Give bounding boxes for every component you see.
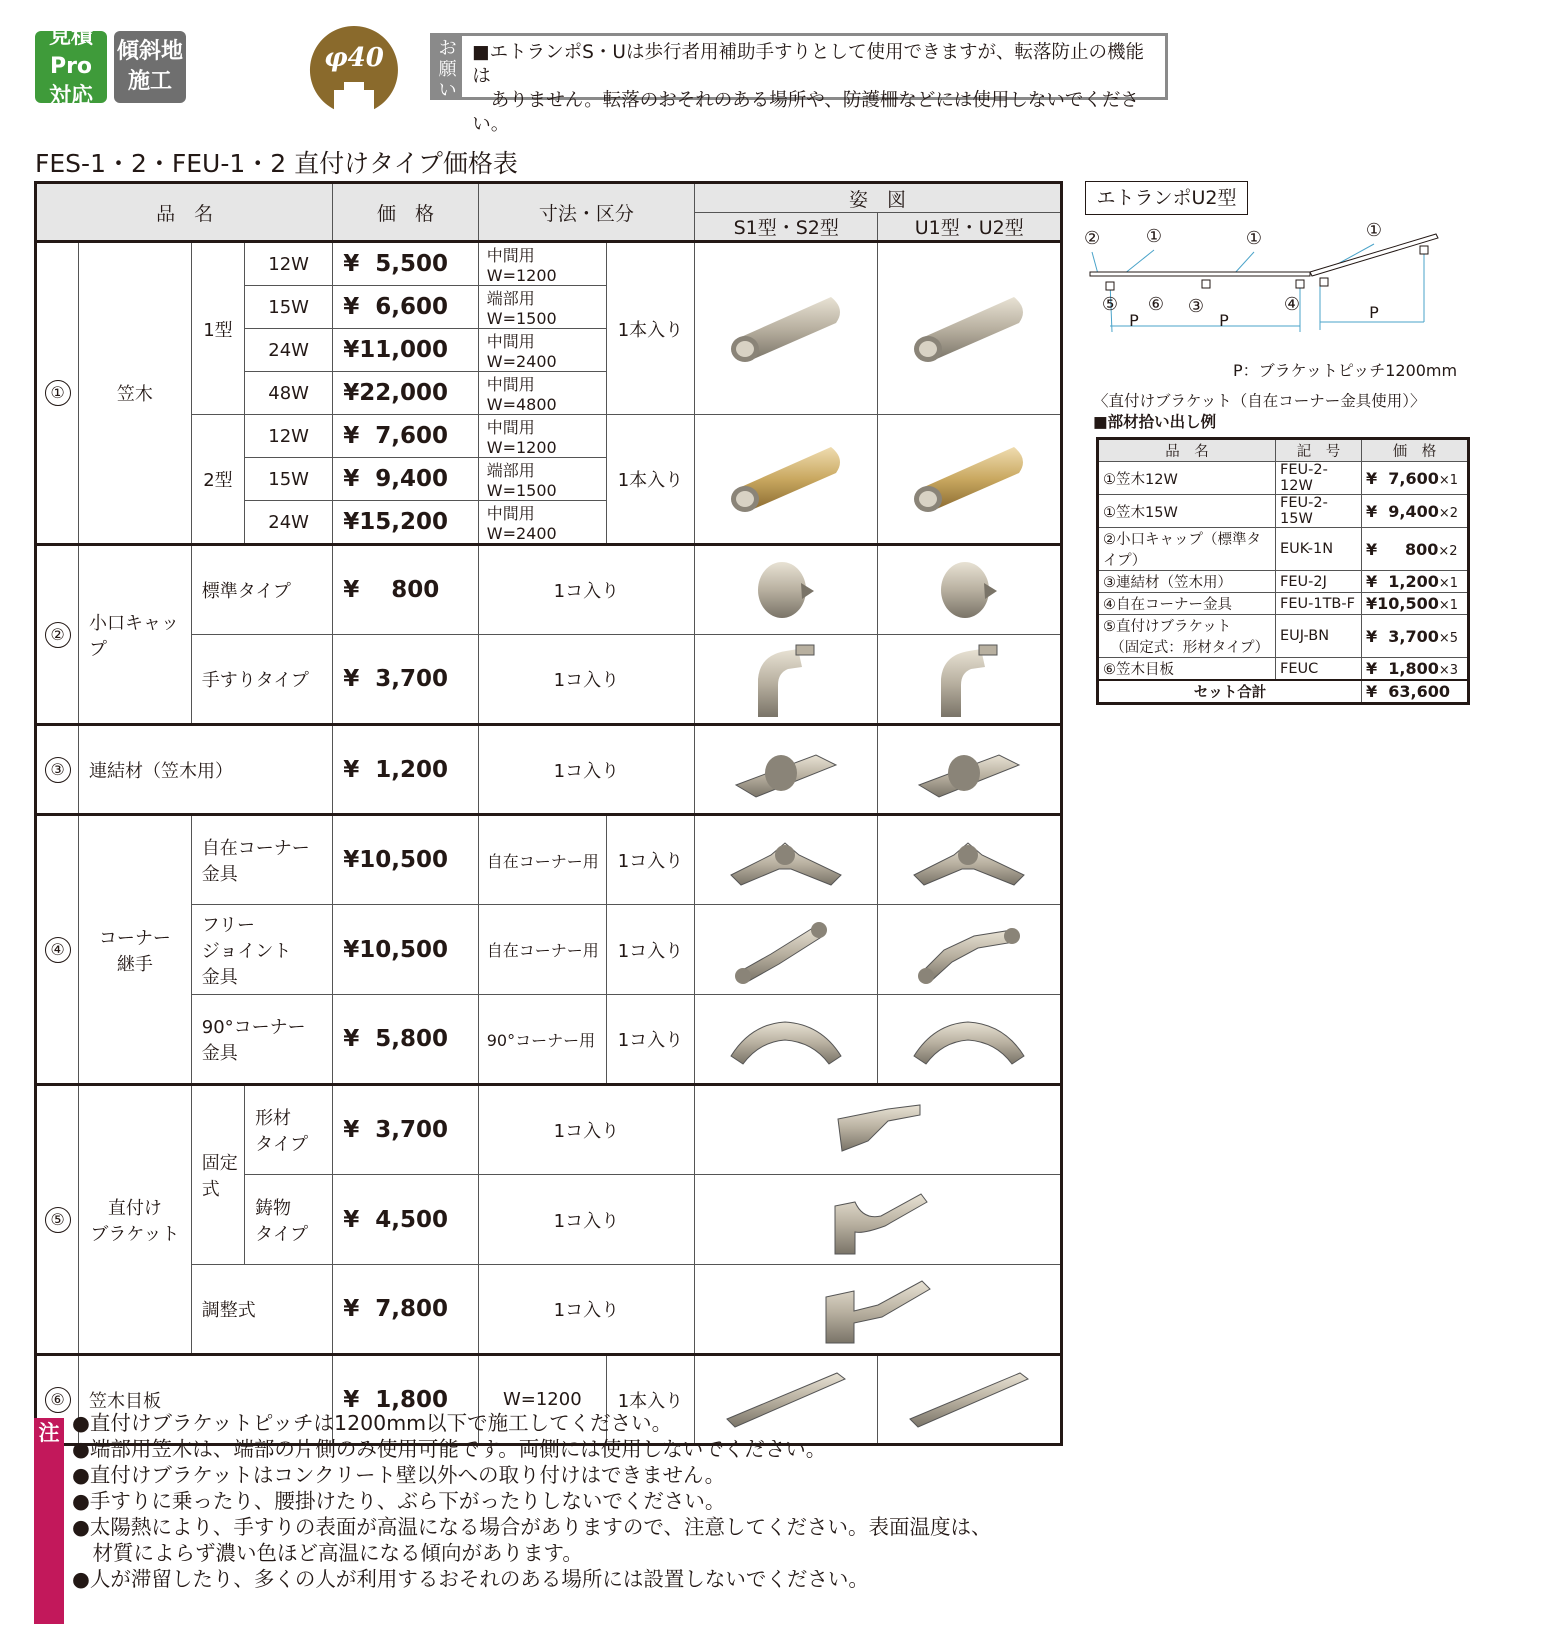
parts-header-code: 記 号 <box>1276 439 1362 462</box>
row-number: ② <box>36 545 79 725</box>
price: ¥ 7,800 <box>333 1265 479 1355</box>
row-number: ⑥ <box>36 1355 79 1445</box>
diagram-marker: ④ <box>1283 294 1301 315</box>
set-total-price: ¥ 63,600 <box>1362 680 1469 704</box>
price: ¥ 6,600 <box>333 286 479 329</box>
cap-standard-s-image <box>695 545 878 635</box>
variant-label: 標準タイプ <box>191 545 332 635</box>
width-label: 15W <box>245 286 333 329</box>
size-label: 自在コーナー用 <box>478 815 606 905</box>
price: ¥ 5,500 <box>333 242 479 286</box>
width-label: 12W <box>245 242 333 286</box>
part-code: FEU-2J <box>1276 571 1362 593</box>
part-code: EUJ-BN <box>1276 615 1362 658</box>
pack-label: 1コ入り <box>478 545 694 635</box>
diagram-marker: ① <box>1245 228 1263 249</box>
item-name-cap: 小口キャップ <box>79 545 192 725</box>
diagram-marker: ⑤ <box>1101 294 1119 315</box>
row-number: ⑤ <box>36 1085 79 1355</box>
pack-label: 1コ入り <box>606 905 694 995</box>
header-name: 品 名 <box>36 183 333 242</box>
price: ¥11,000 <box>333 329 479 372</box>
price: ¥22,000 <box>333 372 479 415</box>
width-label: 12W <box>245 415 333 458</box>
size-label: 90°コーナー用 <box>478 995 606 1085</box>
free-joint-s-image <box>695 905 878 995</box>
part-name: ⑥笠木目板 <box>1098 658 1276 681</box>
variant-label: 手すりタイプ <box>191 635 332 725</box>
width-label: 24W <box>245 329 333 372</box>
item-name-plate: 笠木目板 <box>79 1355 333 1445</box>
diagram-marker: ⑥ <box>1147 294 1165 315</box>
item-name-corner: コーナー 継手 <box>79 815 192 1085</box>
pack-label: 1本入り <box>606 415 694 545</box>
pack-label: 1コ入り <box>478 725 694 815</box>
pack-label: 1コ入り <box>478 635 694 725</box>
pitch-note: P：ブラケットピッチ1200mm <box>1233 361 1458 380</box>
pack-label: 1コ入り <box>478 1085 694 1175</box>
type-2-label: 2型 <box>191 415 244 545</box>
price: ¥ 1,800 <box>333 1355 479 1445</box>
item-name-joint: 連結材（笠木用） <box>79 725 333 815</box>
pack-label: 1コ入り <box>606 995 694 1085</box>
part-code: FEUC <box>1276 658 1362 681</box>
row-number: ① <box>36 242 79 545</box>
note-item: ●直付けブラケットピッチは1200mm以下で施工してください。 <box>72 1411 673 1435</box>
note-item: ●直付けブラケットはコンクリート壁以外への取り付けはできません。 <box>72 1463 726 1487</box>
size-label: 端部用 W=1500 <box>478 458 606 501</box>
slope-badge: 傾斜地 施工 <box>114 31 186 103</box>
pitch-marker: P <box>1369 303 1379 322</box>
page-title: FES-1・2・FEU-1・2 直付けタイプ価格表 <box>35 149 518 178</box>
note-item: ●人が滞留したり、多くの人が利用するおそれのある場所には設置しないでください。 <box>72 1567 869 1591</box>
price: ¥10,500 <box>333 815 479 905</box>
part-name: ①笠木12W <box>1098 462 1276 495</box>
part-name: ④自在コーナー金具 <box>1098 593 1276 615</box>
diagram-marker: ② <box>1084 228 1101 249</box>
parts-subtitle: 〈直付けブラケット（自在コーナー金具使用）〉 ■部材拾い出し例 <box>1093 392 1426 431</box>
part-name: ⑤直付けブラケット （固定式：形材タイプ） <box>1098 615 1276 658</box>
part-price: ¥ 1,800×3 <box>1362 658 1469 681</box>
part-code: FEU-2-12W <box>1276 462 1362 495</box>
set-total-label: セット合計 <box>1098 680 1362 704</box>
notes-tag: 注 <box>34 1418 64 1624</box>
price: ¥ 9,400 <box>333 458 479 501</box>
pack-label: 1コ入り <box>606 815 694 905</box>
parts-header-price: 価 格 <box>1362 439 1469 462</box>
header-s-type: S1型・S2型 <box>695 213 878 242</box>
size-label: 中間用 W=2400 <box>478 329 606 372</box>
joint-s-image <box>695 725 878 815</box>
part-price: ¥ 9,400×2 <box>1362 495 1469 528</box>
size-label: 中間用 W=1200 <box>478 415 606 458</box>
note-item: ●端部用笠木は、端部の片側のみ使用可能です。両側には使用しないでください。 <box>72 1437 827 1461</box>
corner-90-s-image <box>695 995 878 1085</box>
price: ¥ 4,500 <box>333 1175 479 1265</box>
price: ¥10,500 <box>333 905 479 995</box>
part-code: FEU-1TB-F <box>1276 593 1362 615</box>
diagram-marker: ① <box>1145 226 1163 247</box>
size-label: 自在コーナー用 <box>478 905 606 995</box>
bracket-cast-image <box>695 1175 1062 1265</box>
pack-label: 1コ入り <box>478 1265 694 1355</box>
variant-label: フリー ジョイント 金具 <box>191 905 332 995</box>
price: ¥15,200 <box>333 501 479 545</box>
variant-label: 鋳物 タイプ <box>245 1175 333 1265</box>
part-code: EUK-1N <box>1276 528 1362 571</box>
diameter-label: φ40 <box>324 43 384 73</box>
header-u-type: U1型・U2型 <box>878 213 1062 242</box>
part-price: ¥ 7,600×1 <box>1362 462 1469 495</box>
parts-table <box>1096 437 1470 705</box>
corner-free-s-image <box>695 815 878 905</box>
price: ¥ 5,800 <box>333 995 479 1085</box>
header-price: 価 格 <box>333 183 479 242</box>
part-code: FEU-2-15W <box>1276 495 1362 528</box>
price: ¥ 1,200 <box>333 725 479 815</box>
part-price: ¥ 800×2 <box>1362 528 1469 571</box>
row-number: ④ <box>36 815 79 1085</box>
kasagi-2-s-image <box>695 415 878 545</box>
size-label: 端部用 W=1500 <box>478 286 606 329</box>
note-item: ●手すりに乗ったり、腰掛けたり、ぶら下がったりしないでください。 <box>72 1489 726 1513</box>
price-table <box>34 181 1063 1446</box>
notes-section <box>34 1410 1024 1592</box>
part-name: ②小口キャップ（標準タイプ） <box>1098 528 1276 571</box>
size-label: 中間用 W=4800 <box>478 372 606 415</box>
pack-label: 1本入り <box>606 1355 694 1445</box>
mitsumori-pro-badge: 見積Pro 対応 <box>35 31 107 103</box>
price: ¥ 3,700 <box>333 635 479 725</box>
bracket-adjustable-image <box>695 1265 1062 1355</box>
pack-label: 1コ入り <box>478 1175 694 1265</box>
variant-label: 調整式 <box>191 1265 332 1355</box>
variant-label: 自在コーナー 金具 <box>191 815 332 905</box>
cap-handrail-s-image <box>695 635 878 725</box>
notice-box <box>430 33 1168 135</box>
kasagi-2-u-image <box>878 415 1062 545</box>
cap-handrail-u-image <box>878 635 1062 725</box>
header-size: 寸法・区分 <box>478 183 694 242</box>
fixed-label: 固定式 <box>191 1085 244 1265</box>
part-price: ¥ 1,200×1 <box>1362 571 1469 593</box>
diagram-marker: ① <box>1365 222 1383 241</box>
bracket-profile-image <box>695 1085 1062 1175</box>
size-label: 中間用 W=2400 <box>478 501 606 545</box>
part-name: ①笠木15W <box>1098 495 1276 528</box>
corner-free-u-image <box>878 815 1062 905</box>
diagram-marker: ③ <box>1187 296 1205 317</box>
pitch-marker: P <box>1219 311 1229 330</box>
part-price: ¥10,500×1 <box>1362 593 1469 615</box>
cap-standard-u-image <box>878 545 1062 635</box>
joint-u-image <box>878 725 1062 815</box>
diameter-icon <box>306 24 402 110</box>
layout-diagram <box>1084 222 1464 352</box>
size-label: W=1200 <box>478 1355 606 1445</box>
pitch-marker: P <box>1129 311 1139 330</box>
notice-text: ■エトランポS・Uは歩行者用補助手すりとして使用できますが、転落防止の機能は ありません。転落のおそれのある場所や、防護柵などには使用しないでください。 <box>472 42 1144 135</box>
pack-label: 1本入り <box>606 242 694 415</box>
price: ¥ 7,600 <box>333 415 479 458</box>
type-1-label: 1型 <box>191 242 244 415</box>
corner-90-u-image <box>878 995 1062 1085</box>
item-name-kasagi: 笠木 <box>79 242 192 545</box>
width-label: 15W <box>245 458 333 501</box>
price: ¥ 3,700 <box>333 1085 479 1175</box>
note-item: 材質によらず濃い色ほど高温になる傾向があります。 <box>72 1541 583 1565</box>
part-price: ¥ 3,700×5 <box>1362 615 1469 658</box>
diagram-label: エトランポU2型 <box>1085 181 1248 215</box>
item-name-bracket: 直付け ブラケット <box>79 1085 192 1355</box>
variant-label: 形材 タイプ <box>245 1085 333 1175</box>
row-number: ③ <box>36 725 79 815</box>
size-label: 中間用 W=1200 <box>478 242 606 286</box>
width-label: 48W <box>245 372 333 415</box>
header-figure: 姿 図 <box>695 183 1062 213</box>
free-joint-u-image <box>878 905 1062 995</box>
notice-tag: お 願 い <box>433 36 462 97</box>
kasagi-1-s-image <box>695 242 878 415</box>
parts-header-name: 品 名 <box>1098 439 1276 462</box>
width-label: 24W <box>245 501 333 545</box>
kasagi-1-u-image <box>878 242 1062 415</box>
part-name: ③連結材（笠木用） <box>1098 571 1276 593</box>
note-item: ●太陽熱により、手すりの表面が高温になる場合がありますので、注意してください。表面温度は、 <box>72 1515 992 1539</box>
variant-label: 90°コーナー 金具 <box>191 995 332 1085</box>
price: ¥ 800 <box>333 545 479 635</box>
